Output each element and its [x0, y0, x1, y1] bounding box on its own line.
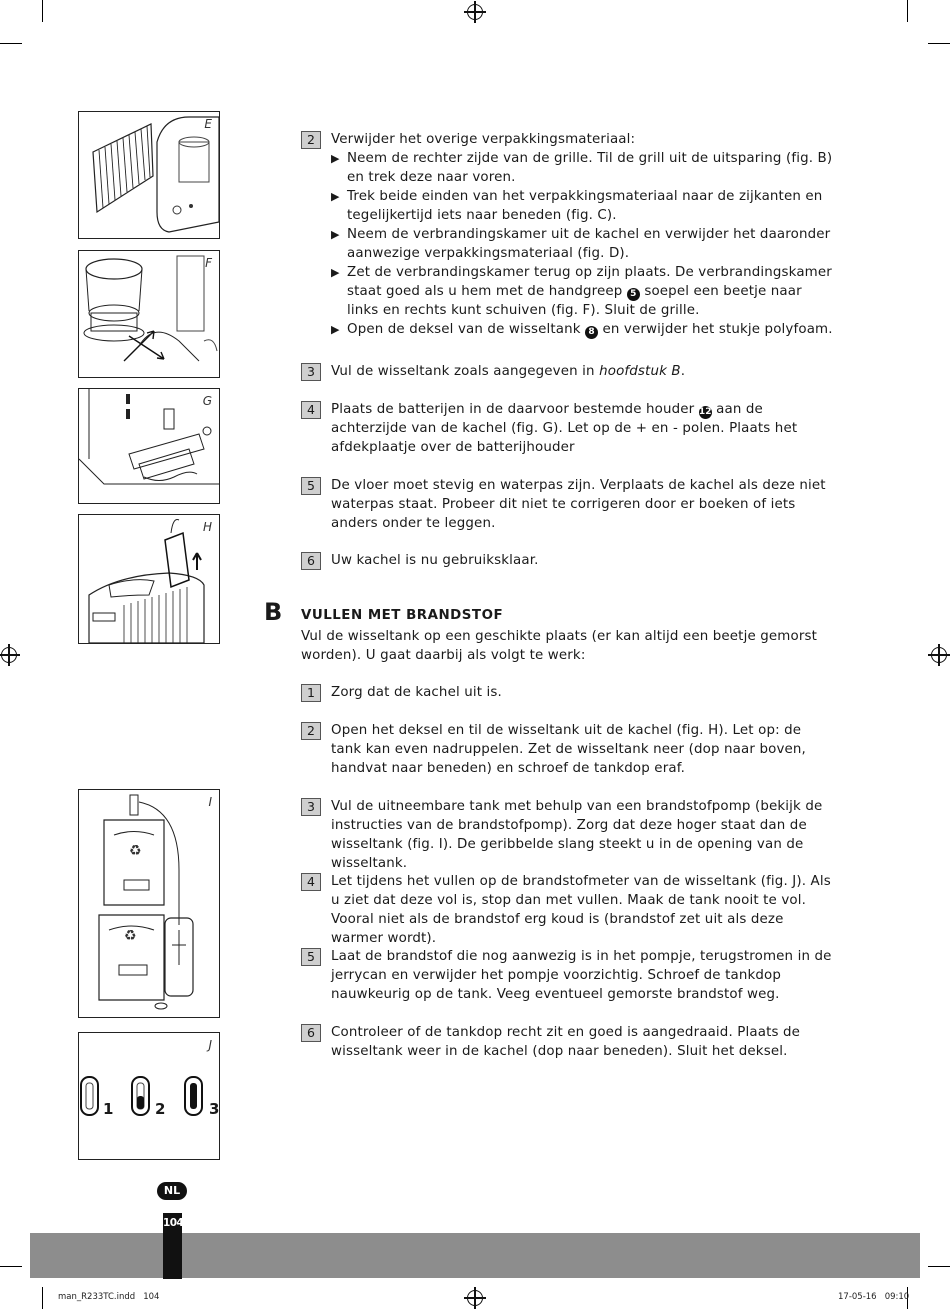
step-text: De vloer moet stevig en waterpas zijn. Verplaats de kachel als deze niet waterpas staat. Probeer dit niet te corrigeren door er boeken of iets anders onder te leggen.: [331, 478, 826, 531]
print-date: 17-05-16 09:10: [838, 1292, 910, 1302]
step-text: Open het deksel en til de wisseltank uit de kachel (fig. H). Let op: de tank kan even nadruppelen. Zet de wisseltank neer (dop naar boven, handvat naar beneden) en schroef de tankdop eraf.: [331, 723, 806, 776]
gauge-level-1-label: 1: [103, 1100, 114, 1118]
part-number-badge: 12: [698, 407, 712, 417]
gauge-level-3-label: 3: [209, 1100, 220, 1118]
bullet-text: Trek beide einden van het verpakkingsmateriaal naar de zijkanten en tegelijkertijd iets naar beneden (fig. C).: [347, 189, 823, 223]
step-number-box: 2: [301, 131, 321, 149]
crop-mark: [928, 43, 950, 44]
step-number-box: 4: [301, 873, 321, 891]
figure-j-label: J: [208, 1038, 212, 1052]
fuel-tank-removal-illustration: [79, 515, 219, 643]
registration-mark-icon: [1, 647, 17, 663]
chapter-reference: hoofdstuk B: [599, 364, 681, 379]
bullet-text: en verwijder het stukje polyfoam.: [602, 322, 833, 337]
bullet-text: Zet de verbrandingskamer terug op zijn plaats. De verbrandingskamer staat goed als u hem met de handgreep: [347, 265, 832, 299]
bullet-item: [331, 225, 834, 263]
step-number-box: 2: [301, 722, 321, 740]
bullet-text: Neem de verbrandingskamer uit de kachel en verwijder het daaronder aanwezige verpakkingsmateriaal (fig. D).: [347, 227, 831, 261]
step-text: Vul de wisseltank zoals aangegeven in hoofdstuk B.: [331, 364, 686, 379]
registration-mark-icon: [467, 1290, 483, 1306]
figure-e-label: E: [204, 117, 212, 131]
step-number-box: 6: [301, 552, 321, 570]
step-text: Laat de brandstof die nog aanwezig is in het pompje, terugstromen in de jerrycan en verwijder het pompje voorzichtig. Schroef de tankdop nauwkeurig op de tank. Veeg eventueel gemorste brandstof weg.: [331, 949, 832, 1002]
crop-mark: [0, 43, 22, 44]
crop-mark: [0, 1266, 22, 1267]
step-text: Let tijdens het vullen op de brandstofmeter van de wisseltank (fig. J). Als u ziet dat deze vol is, stop dan met vullen. Maak de tank nooit te vol. Vooral niet als de brandstof erg koud is (brandstof zet uit als deze warmer wordt).: [331, 874, 831, 946]
step-text: Plaats de batterijen in de daarvoor bestemde houder 12 aan de achterzijde van de kachel (fig. G). Let op de + en - polen. Plaats het afdekplaatje over de batterijhouder: [331, 402, 798, 455]
bullet-item: [331, 263, 834, 320]
combustion-chamber-illustration: [79, 251, 219, 377]
battery-holder-illustration: [79, 389, 219, 503]
bullet-text: Neem de rechter zijde van de grille. Til de grill uit de uitsparing (fig. B) en trek deze naar voren.: [347, 151, 833, 185]
figure-h-label: H: [202, 520, 212, 534]
figure-g: [78, 388, 220, 504]
section-letter: B: [264, 598, 283, 626]
figure-f-label: F: [205, 256, 212, 270]
svg-text:♻: ♻: [129, 843, 142, 859]
crop-mark: [42, 0, 43, 22]
bullet-text: soepel een beetje naar links en rechts kunt schuiven (fig. F). Sluit de grille.: [347, 284, 802, 318]
fuel-pump-filling-illustration: [79, 790, 219, 1017]
step-text: Vul de uitneembare tank met behulp van een brandstofpomp (bekijk de instructies van de brandstofpomp). Zorg dat deze hoger staat dan de wisseltank (fig. I). De geribbelde slang steekt u in de opening van de wisseltank.: [331, 799, 823, 871]
step-number-box: 6: [301, 1024, 321, 1042]
bullet-item: [331, 187, 834, 225]
registration-mark-icon: [931, 647, 947, 663]
step-number-box: 4: [301, 401, 321, 419]
step-text: Uw kachel is nu gebruiksklaar.: [331, 553, 539, 568]
fuel-gauge-illustration: [79, 1033, 219, 1159]
crop-mark: [42, 1287, 43, 1309]
gauge-level-2-label: 2: [155, 1100, 166, 1118]
step-number-box: 1: [301, 684, 321, 702]
step-number-box: 5: [301, 948, 321, 966]
section-intro: Vul de wisseltank op een geschikte plaats (er kan altijd een beetje gemorst worden). U gaat daarbij als volgt te werk:: [301, 629, 817, 663]
figure-i-label: I: [208, 795, 212, 809]
language-badge: NL: [157, 1182, 187, 1200]
part-number-badge: 5: [627, 288, 640, 301]
registration-mark-icon: [467, 4, 483, 20]
step-text: Controleer of de tankdop recht zit en goed is aangedraaid. Plaats de wisseltank weer in de kachel (dop naar beneden). Sluit het deksel.: [331, 1025, 801, 1059]
figure-h: [78, 514, 220, 644]
heater-grille-illustration: [79, 112, 219, 238]
step-number-box: 3: [301, 363, 321, 381]
figure-g-label: G: [202, 394, 212, 408]
figure-i: [78, 789, 220, 1018]
figure-j: [78, 1032, 220, 1160]
crop-mark: [907, 0, 908, 22]
step-number-box: 3: [301, 798, 321, 816]
figure-e: [78, 111, 220, 239]
section-heading: VULLEN MET BRANDSTOF: [301, 608, 504, 623]
file-info: man_R233TC.indd 104: [58, 1292, 160, 1302]
bullet-text: Open de deksel van de wisseltank: [347, 322, 581, 337]
svg-text:♻: ♻: [124, 928, 137, 944]
step-number-box: 5: [301, 477, 321, 495]
page-number: 104: [163, 1217, 184, 1229]
part-number-badge: 8: [585, 326, 598, 339]
crop-mark: [928, 1266, 950, 1267]
step-text: Zorg dat de kachel uit is.: [331, 685, 502, 700]
figure-f: [78, 250, 220, 378]
step-text: [331, 130, 834, 339]
step-lead: Verwijder het overige verpakkingsmateriaal:: [331, 132, 636, 147]
bullet-item: [331, 149, 834, 187]
bullet-item: [331, 320, 834, 339]
